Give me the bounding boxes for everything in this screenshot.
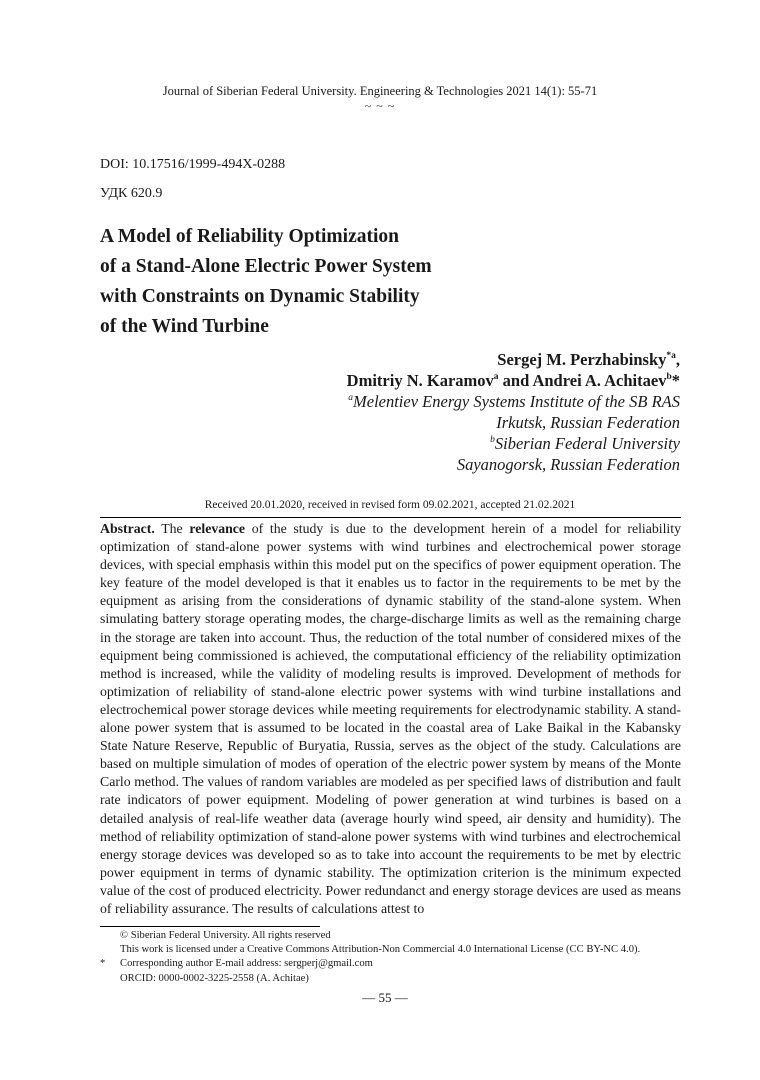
footnote-text: This work is licensed under a Creative Commons Attribution-Non Commercial 4.0 International License (CC BY-NC 4.0). — [120, 944, 641, 956]
affiliation-text: Irkutsk, Russian Federation — [496, 413, 680, 432]
affiliation-text: Melentiev Energy Systems Institute of the SB RAS — [353, 392, 680, 411]
author-name: and Andrei A. Achitaev — [498, 371, 667, 390]
author-line-2 — [347, 370, 680, 391]
author-name: Dmitriy N. Karamov — [346, 371, 494, 390]
title-line: A Model of Reliability Optimization — [100, 226, 399, 247]
author-sup: *a — [666, 350, 676, 361]
footnote-mark — [100, 943, 120, 957]
affiliation-text: Sayanogorsk, Russian Federation — [456, 455, 680, 474]
title-line: of the Wind Turbine — [100, 316, 269, 337]
abstract-divider — [100, 517, 681, 518]
affiliation-text: Siberian Federal University — [494, 434, 680, 453]
abstract-pre: The — [154, 521, 190, 536]
footnote — [100, 943, 690, 957]
affiliation — [347, 412, 680, 433]
footnote-divider — [100, 926, 320, 927]
affiliation — [347, 391, 680, 412]
footnote-mark: * — [100, 958, 106, 970]
doi: DOI: 10.17516/1999-494X-0288 — [100, 157, 286, 172]
footnote-text: © Siberian Federal University. All rights reserved — [120, 930, 331, 941]
footnote-text: Corresponding author E-mail address: sergperj@gmail.com — [120, 958, 373, 970]
received-dates: Received 20.01.2020, received in revised form 09.02.2021, accepted 21.02.2021 — [204, 499, 576, 511]
author-name: Sergej M. Perzhabinsky — [497, 350, 667, 369]
author-line-1 — [347, 349, 680, 370]
footnote — [100, 972, 690, 986]
author-punct: * — [671, 371, 680, 390]
author-punct: , — [675, 350, 680, 369]
abstract-emphasis: relevance — [189, 521, 246, 536]
author-block — [347, 349, 680, 475]
footnote — [100, 957, 690, 971]
journal-header: Journal of Siberian Federal University. Engineering & Technologies 2021 14(1): 55-71 — [162, 84, 598, 98]
header-separator: ~ ~ ~ — [364, 99, 396, 113]
title-line: of a Stand-Alone Electric Power System — [100, 256, 432, 277]
footnote-mark — [100, 972, 120, 986]
affiliation-sup: b — [490, 434, 495, 445]
footnote — [100, 929, 690, 943]
affiliation — [347, 433, 680, 454]
udk-code: УДК 620.9 — [100, 186, 163, 201]
title-line: with Constraints on Dynamic Stability — [100, 286, 420, 307]
footnote-mark — [100, 929, 120, 943]
footnote-text: ORCID: 0000-0002-3225-2558 (A. Achitae) — [120, 972, 309, 984]
affiliation — [347, 454, 680, 475]
affiliation-sup: a — [348, 392, 353, 403]
abstract-label: Abstract. — [100, 521, 155, 536]
abstract-body: of the study is due to the development herein of a model for reliability optimization of stand-alone power systems with wind turbines and electrochemical power storage devices, with special emphasis within this model put on the specifics of power equipment operation. The key feature of the model developed is that it enables us to factor in the requirements to be met by the equipment as arising from the considerations of dynamic stability of the stand-alone system. When simulating battery storage operating modes, the charge-discharge limits as well as the remaining charge in the storage are taken into account. Thus, the reduction of the total number of considered mixes of the equipment being commissioned is achieved, the computational efficiency of the reliability optimization method is increased, while the validity of modeling results is improved. Development of methods for optimization of reliability of stand-alone electric power systems with wind turbine installations and electrochemical power storage devices while meeting requirements for electrodynamic stability. A stand-alone power system that is assumed to be located in the coastal area of Lake Baikal in the Kabansky State Nature Reserve, Republic of Buryatia, Russia, serves as the object of the study. Calculations are based on multiple simulation of modes of operation of the electric power system by means of the Monte Carlo method. The values of random variables are modeled as per specified laws of distribution and fault rate indicators of power equipment. Modeling of power generation at wind turbines is based on a detailed analysis of real-life weather data (average hourly wind speed, air density and humidity). The method of reliability optimization of stand-alone power systems with wind turbines and electrochemical energy storage devices was developed so as to take into account the requirements to be met by electric power equipment in terms of dynamic stability. The optimization criterion is the minimum expected value of the cost of produced electricity. Power redundanct and energy storage devices are used as means of reliability assurance. The results of calculations attest to — [100, 521, 681, 916]
author-sup: a — [493, 371, 499, 382]
author-sup: b — [666, 371, 672, 382]
abstract — [100, 520, 681, 918]
footnotes — [100, 929, 690, 986]
page-number: — 55 — — [362, 990, 408, 1005]
paper-title — [100, 222, 540, 342]
